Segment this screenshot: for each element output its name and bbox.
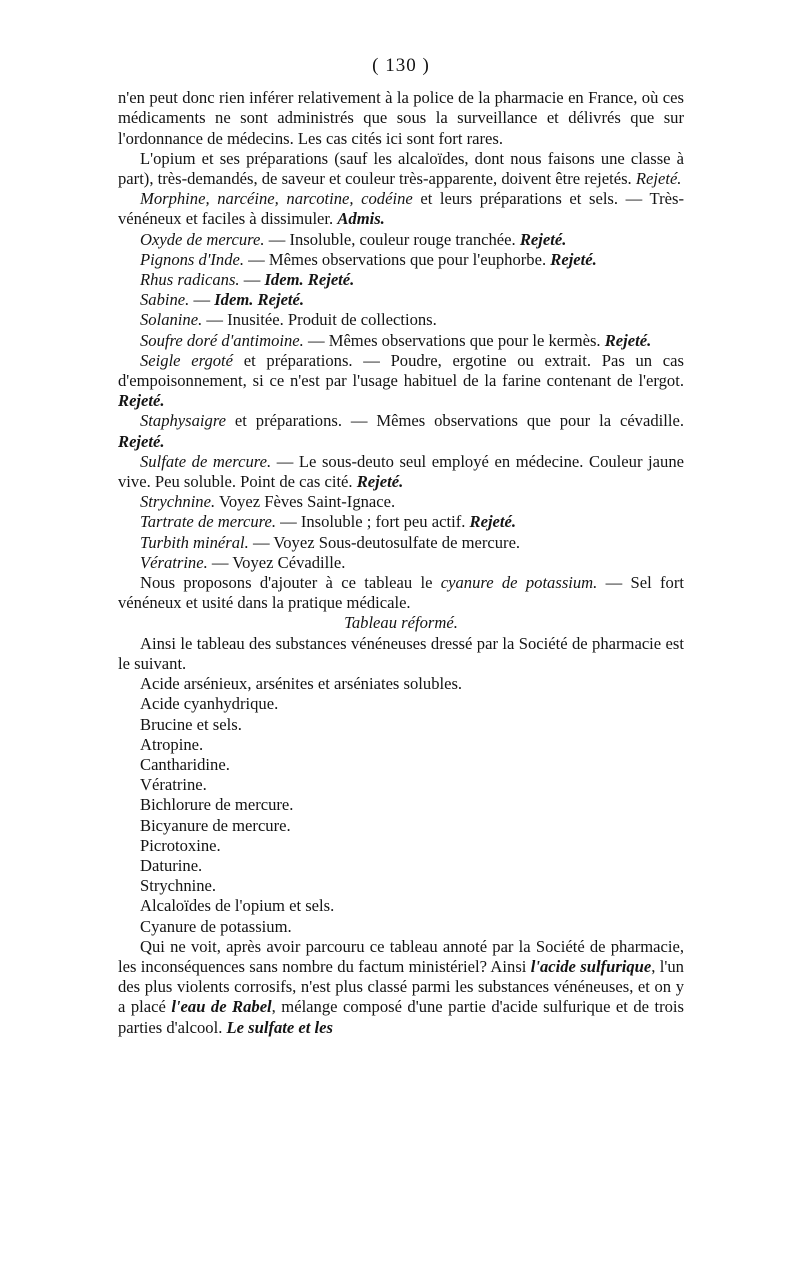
closing-text-f: Le sulfate et les	[226, 1017, 333, 1037]
closing-term-rabel: l'eau de Rabel	[171, 997, 272, 1017]
substance-text: Voyez Fèves Saint-Ignace.	[215, 492, 396, 512]
substance-verdict: Rejeté.	[604, 330, 652, 350]
list-item: Cyanure de potassium.	[140, 916, 292, 936]
list-item: Cantharidine.	[140, 754, 230, 774]
substance-entry	[118, 189, 684, 229]
substance-text: — Le sous-deuto seul employé en médecine. Couleur jaune vive. Peu soluble. Point de cas cité.	[118, 451, 684, 492]
substance-entry	[118, 512, 684, 532]
list-item: Atropine.	[140, 734, 204, 754]
page-number: ( 130 )	[372, 55, 430, 76]
substance-entry	[118, 250, 684, 270]
substance-text: et préparations. — Poudre, ergotine ou extrait. Pas un cas d'empoisonnement, si ce n'est par l'usage habituel de la farine contenant de l'ergot.	[118, 350, 684, 391]
list-item: Strychnine.	[140, 876, 217, 896]
list-item: Picrotoxine.	[140, 835, 221, 855]
substance-text: et leurs préparations et sels. — Très-vénéneux et faciles à dissimuler.	[118, 189, 684, 229]
substance-term: Vératrine.	[140, 552, 208, 572]
substance-text: — Insoluble, couleur rouge tranchée.	[264, 229, 520, 249]
substance-text: — Insoluble ; fort peu actif.	[275, 512, 470, 532]
substance-text: — Inusitée. Produit de collections.	[202, 310, 437, 330]
substance-entry	[118, 270, 684, 290]
substance-text: — Voyez Cévadille.	[207, 552, 346, 572]
substance-verdict: Rejeté.	[118, 431, 165, 451]
substance-text: —	[239, 270, 265, 290]
substance-entries	[118, 189, 684, 573]
substance-term: Sabine.	[140, 290, 190, 310]
substance-verdict: Rejeté.	[469, 512, 517, 532]
list-item: Acide arsénieux, arsénites et arséniates solubles.	[140, 674, 463, 694]
reformed-list	[118, 674, 684, 937]
intro-text: L'opium et ses préparations (sauf les alcaloïdes, dont nous faisons une classe à part), très-demandés, de saveur et couleur très-apparente, doivent être rejetés.	[118, 148, 684, 189]
substance-verdict: Rejeté.	[550, 249, 597, 269]
substance-entry	[118, 351, 684, 412]
substance-term: Turbith minéral.	[140, 532, 249, 552]
substance-term: Solanine.	[140, 310, 203, 330]
substance-term: Sulfate de mercure.	[140, 451, 272, 471]
substance-text: — Voyez Sous-deutosulfate de mercure.	[248, 532, 521, 552]
closing-paragraph	[118, 937, 684, 1038]
proposal-paragraph	[118, 573, 684, 613]
list-item: Bichlorure de mercure.	[140, 795, 294, 815]
reformed-intro: Ainsi le tableau des substances vénéneuses dressé par la Société de pharmacie est le suivant.	[118, 633, 684, 673]
substance-entry	[118, 230, 684, 250]
substance-term: Morphine, narcéine, narcotine, codéine	[140, 189, 413, 209]
list-item: Acide cyanhydrique.	[140, 694, 279, 714]
list-item: Alcaloïdes de l'opium et sels.	[140, 896, 335, 916]
substance-verdict: Rejeté.	[118, 391, 165, 411]
substance-text: — Mêmes observations que pour l'euphorbe.	[244, 249, 551, 269]
list-item: Daturine.	[140, 855, 203, 875]
intro-verdict: Rejeté.	[635, 169, 682, 189]
substance-entry	[118, 452, 684, 492]
substance-verdict: Rejeté.	[519, 229, 567, 249]
book-page	[118, 56, 684, 1038]
substance-verdict: Idem. Rejeté.	[214, 290, 305, 310]
substance-entry	[118, 310, 684, 330]
substance-entry	[118, 492, 684, 512]
substance-term: Oxyde de mercure.	[140, 229, 265, 249]
closing-text-e: , mélange composé d'une partie d'acide sulfurique et de trois parties d'alcool.	[118, 997, 684, 1037]
substance-term: Tartrate de mercure.	[140, 512, 276, 532]
list-item: Bicyanure de mercure.	[140, 815, 291, 835]
substance-text: —	[189, 290, 215, 310]
substance-entry	[118, 533, 684, 553]
substance-entry	[118, 290, 684, 310]
substance-term: Soufre doré d'antimoine.	[140, 330, 304, 350]
substance-term: Staphysaigre	[140, 411, 227, 431]
substance-term: Strychnine.	[140, 492, 216, 512]
list-item: Vératrine.	[140, 775, 207, 795]
substance-term: Pignons d'Inde.	[140, 249, 245, 269]
substance-entry	[118, 553, 684, 573]
proposal-text-c: — Sel fort vénéneux et usité dans la pratique médicale.	[118, 573, 684, 613]
intro-paragraph-1: n'en peut donc rien inférer relativement à la police de la pharmacie en France, où ces médicaments ne sont administrés que sous la surveillance et délivrés que sur l'ordonnance de médecins. Les cas cités ici sont fort rares.	[118, 88, 684, 148]
proposal-term: cyanure de potassium.	[440, 573, 598, 593]
substance-entry	[118, 331, 684, 351]
substance-verdict: Rejeté.	[356, 472, 404, 492]
substance-entry	[118, 411, 684, 451]
proposal-text-a: Nous proposons d'ajouter à ce tableau le	[140, 573, 441, 593]
section-title: Tableau réformé.	[344, 613, 458, 633]
list-item: Brucine et sels.	[140, 714, 242, 734]
substance-term: Rhus radicans.	[140, 270, 240, 290]
substance-text: — Mêmes observations que pour le kermès.	[303, 330, 605, 350]
closing-text-a: Qui ne voit, après avoir parcouru ce tableau annoté par la Société de pharmacie, les inconséquences sans nombre du factum ministériel? Ainsi	[118, 936, 684, 976]
substance-term: Seigle ergoté	[140, 350, 234, 370]
closing-term-acid: l'acide sulfurique	[530, 956, 652, 976]
substance-verdict: Admis.	[337, 209, 385, 229]
closing-text-c: , l'un des plus violents corrosifs, n'est plus classé parmi les substances vénéneuses, et on y a placé	[118, 956, 684, 1017]
substance-text: et préparations. — Mêmes observations que pour la cévadille.	[226, 411, 684, 431]
substance-verdict: Idem. Rejeté.	[264, 270, 355, 290]
intro-paragraph-2	[118, 149, 684, 189]
